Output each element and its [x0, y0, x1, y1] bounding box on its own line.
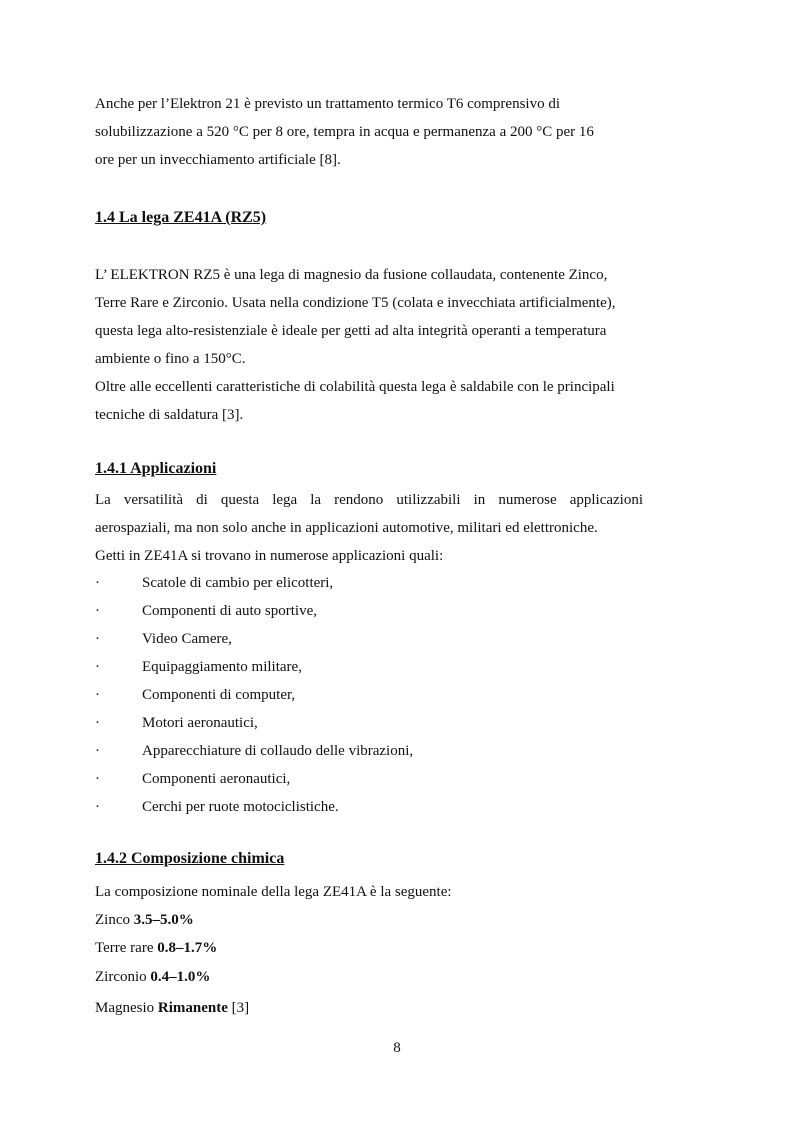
list-item-text: Componenti di auto sportive, — [142, 603, 317, 619]
list-item — [95, 597, 413, 625]
paragraph-line: Oltre alle eccellenti caratteristiche di colabilità questa lega è saldabile con le principali — [95, 379, 615, 395]
bullet-icon: · — [95, 715, 100, 731]
list-item — [95, 765, 413, 793]
section-heading-1-4-2: 1.4.2 Composizione chimica — [95, 850, 285, 867]
section-heading-1-4-1: 1.4.1 Applicazioni — [95, 460, 217, 477]
list-item-text: Equipaggiamento militare, — [142, 659, 302, 675]
list-item — [95, 653, 413, 681]
bullet-icon: · — [95, 631, 100, 647]
paragraph-line: aerospaziali, ma non solo anche in applicazioni automotive, militari ed elettroniche. — [95, 520, 598, 536]
composition-intro: La composizione nominale della lega ZE41A è la seguente: — [95, 884, 452, 900]
list-item-text: Componenti aeronautici, — [142, 771, 291, 787]
paragraph-line: La versatilità di questa lega la rendono utilizzabili in numerose applicazioni — [95, 492, 643, 508]
composition-row — [95, 992, 452, 1024]
element-value: 0.4–1.0% — [150, 969, 211, 985]
paragraph-line: L’ ELEKTRON RZ5 è una lega di magnesio da fusione collaudata, contenente Zinco, — [95, 267, 608, 283]
list-item — [95, 625, 413, 653]
list-item — [95, 681, 413, 709]
list-item — [95, 793, 413, 821]
rz5-description-paragraph — [95, 261, 643, 429]
list-item — [95, 737, 413, 765]
element-label: Terre rare — [95, 940, 154, 956]
list-item-text: Cerchi per ruote motociclistiche. — [142, 799, 339, 815]
list-item-text: Componenti di computer, — [142, 687, 296, 703]
section-heading-1-4: 1.4 La lega ZE41A (RZ5) — [95, 209, 267, 226]
citation-ref: [3] — [231, 1000, 250, 1016]
composition-block — [95, 878, 452, 1024]
list-item — [95, 569, 413, 597]
element-value: Rimanente — [157, 1000, 228, 1016]
intro-paragraph — [95, 90, 643, 174]
composition-row — [95, 906, 452, 934]
bullet-icon: · — [95, 603, 100, 619]
list-item-text: Apparecchiature di collaudo delle vibrazioni, — [142, 743, 414, 759]
composition-row — [95, 962, 452, 992]
intro-line: Anche per l’Elektron 21 è previsto un trattamento termico T6 comprensivo di — [95, 96, 561, 112]
composition-row — [95, 934, 452, 962]
bullet-icon: · — [95, 659, 100, 675]
paragraph-line: questa lega alto-resistenziale è ideale per getti ad alta integrità operanti a temperatura — [95, 323, 607, 339]
list-item-text: Video Camere, — [142, 631, 232, 647]
paragraph-line: Getti in ZE41A si trovano in numerose applicazioni quali: — [95, 548, 444, 564]
bullet-icon: · — [95, 687, 100, 703]
intro-line: ore per un invecchiamento artificiale [8]. — [95, 152, 341, 168]
paragraph-line: tecniche di saldatura [3]. — [95, 407, 244, 423]
list-item-text: Scatole di cambio per elicotteri, — [142, 575, 334, 591]
list-item — [95, 709, 413, 737]
applications-paragraph — [95, 486, 643, 570]
element-value: 0.8–1.7% — [157, 940, 218, 956]
list-item-text: Motori aeronautici, — [142, 715, 258, 731]
element-label: Zinco — [95, 912, 130, 928]
bullet-icon: · — [95, 799, 100, 815]
applications-list — [95, 569, 413, 821]
element-label: Zirconio — [95, 969, 147, 985]
bullet-icon: · — [95, 575, 100, 591]
bullet-icon: · — [95, 743, 100, 759]
element-value: 3.5–5.0% — [133, 912, 194, 928]
page-number: 8 — [393, 1040, 401, 1056]
paragraph-line: Terre Rare e Zirconio. Usata nella condizione T5 (colata e invecchiata artificialmente), — [95, 295, 616, 311]
element-label: Magnesio — [95, 1000, 155, 1016]
bullet-icon: · — [95, 771, 100, 787]
intro-line: solubilizzazione a 520 °C per 8 ore, tempra in acqua e permanenza a 200 °C per 16 — [95, 124, 594, 140]
paragraph-line: ambiente o fino a 150°C. — [95, 351, 246, 367]
